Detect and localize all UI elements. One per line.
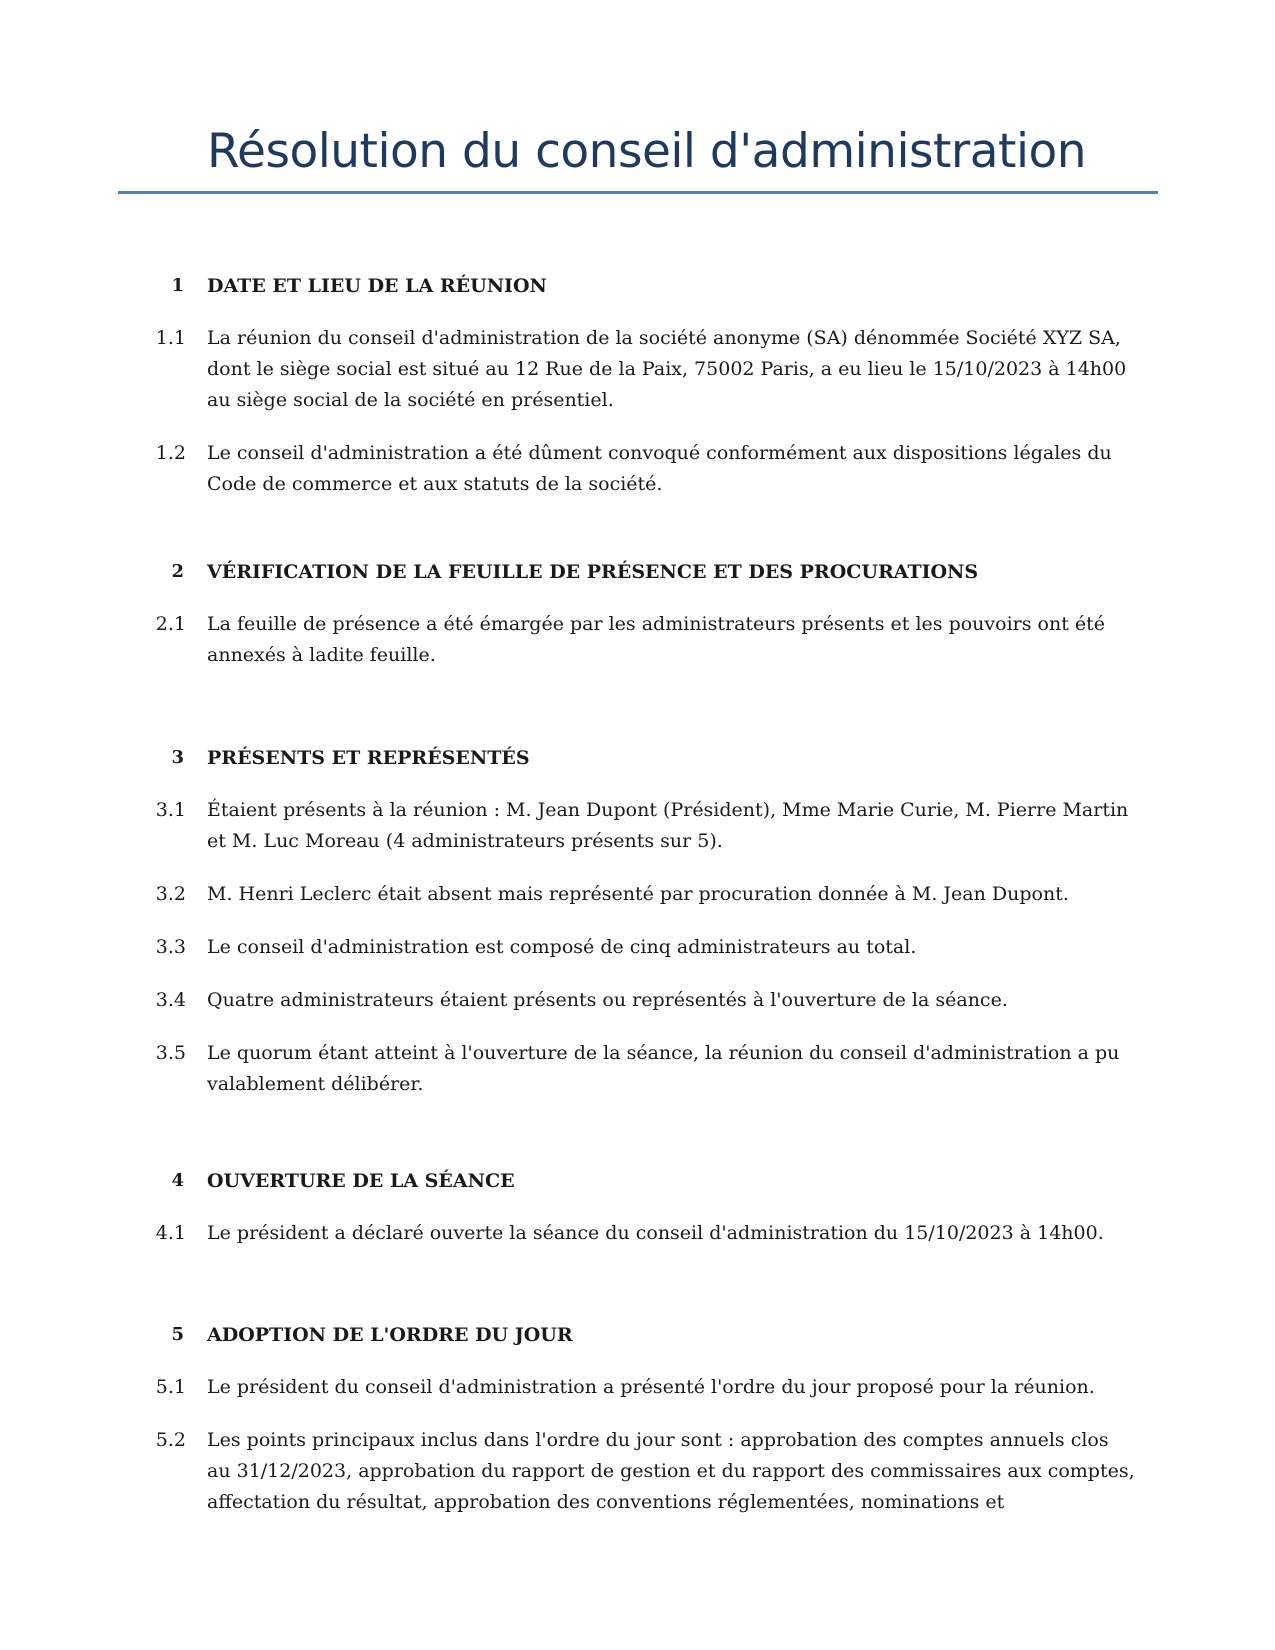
clause-text: M. Henri Leclerc était absent mais représenté par procuration donnée à M. Jean Dupont. — [207, 883, 1069, 905]
clause — [0, 932, 1275, 963]
section-heading — [0, 1320, 1275, 1350]
section-title: PRÉSENTS ET REPRÉSENTÉS — [207, 747, 530, 769]
clause — [0, 1218, 1275, 1249]
clause-text: Le quorum étant atteint à l'ouverture de la séance, la réunion du conseil d'administration a pu valablement délibérer. — [207, 1042, 1120, 1095]
clause-text: La feuille de présence a été émargée par les administrateurs présents et les pouvoirs ont été annexés à ladite feuille. — [207, 613, 1106, 666]
document-title: Résolution du conseil d'administration — [207, 124, 1087, 179]
clause-text: Les points principaux inclus dans l'ordre du jour sont : approbation des comptes annuels clos au 31/12/2023, approbation du rapport de gestion et du rapport des commissaires aux comptes, affectation du résultat, approbation des conventions réglementées, nominations et — [207, 1429, 1135, 1513]
section-number: 1 — [171, 275, 184, 296]
section-heading — [0, 1166, 1275, 1196]
title-underline — [118, 191, 1158, 194]
section-title: OUVERTURE DE LA SÉANCE — [207, 1170, 515, 1192]
section-2 — [0, 557, 1275, 671]
clause-text: Le président du conseil d'administration a présenté l'ordre du jour proposé pour la réunion. — [207, 1376, 1095, 1398]
section-heading — [0, 743, 1275, 773]
clause-number: 5.1 — [155, 1376, 186, 1398]
clause — [0, 609, 1275, 671]
clause-number: 1.1 — [155, 327, 186, 349]
section-title: VÉRIFICATION DE LA FEUILLE DE PRÉSENCE ET DES PROCURATIONS — [207, 561, 979, 583]
clause — [0, 1425, 1275, 1518]
section-heading — [0, 271, 1275, 301]
clause-number: 3.4 — [155, 989, 186, 1011]
clause-text: Le conseil d'administration est composé de cinq administrateurs au total. — [207, 936, 917, 958]
clause-text: Le président a déclaré ouverte la séance du conseil d'administration du 15/10/2023 à 14h00. — [207, 1222, 1104, 1244]
section-number: 2 — [171, 561, 184, 582]
clause — [0, 1372, 1275, 1403]
clause — [0, 1038, 1275, 1100]
clause-text: Étaient présents à la réunion : M. Jean Dupont (Président), Mme Marie Curie, M. Pierre Martin et M. Luc Moreau (4 administrateurs présents sur 5). — [207, 799, 1129, 852]
section-number: 3 — [171, 747, 184, 768]
clause-number: 3.5 — [155, 1042, 186, 1064]
section-1 — [0, 271, 1275, 500]
clause-text: Quatre administrateurs étaient présents ou représentés à l'ouverture de la séance. — [207, 989, 1008, 1011]
clause-number: 4.1 — [155, 1222, 186, 1244]
clause-number: 2.1 — [155, 613, 186, 635]
section-number: 5 — [171, 1324, 184, 1345]
section-heading — [0, 557, 1275, 587]
clause-text: La réunion du conseil d'administration de la société anonyme (SA) dénommée Société XYZ SA, dont le siège social est situé au 12 Rue de la Paix, 75002 Paris, a eu lieu le 15/10/2023 à 14h00 au siège social de la société en présentiel. — [207, 327, 1127, 411]
clause-number: 3.3 — [155, 936, 186, 958]
clause-text: Le conseil d'administration a été dûment convoqué conformément aux dispositions légales du Code de commerce et aux statuts de la société. — [207, 442, 1112, 495]
clause-number: 3.1 — [155, 799, 186, 821]
clause-number: 5.2 — [155, 1429, 186, 1451]
clause — [0, 879, 1275, 910]
section-3 — [0, 743, 1275, 1100]
clause-number: 3.2 — [155, 883, 186, 905]
clause — [0, 795, 1275, 857]
section-title: DATE ET LIEU DE LA RÉUNION — [207, 275, 547, 297]
section-number: 4 — [171, 1170, 184, 1191]
clause — [0, 438, 1275, 500]
section-5 — [0, 1320, 1275, 1518]
section-title: ADOPTION DE L'ORDRE DU JOUR — [207, 1324, 573, 1346]
section-4 — [0, 1166, 1275, 1249]
clause-number: 1.2 — [155, 442, 186, 464]
clause — [0, 985, 1275, 1016]
clause — [0, 323, 1275, 416]
